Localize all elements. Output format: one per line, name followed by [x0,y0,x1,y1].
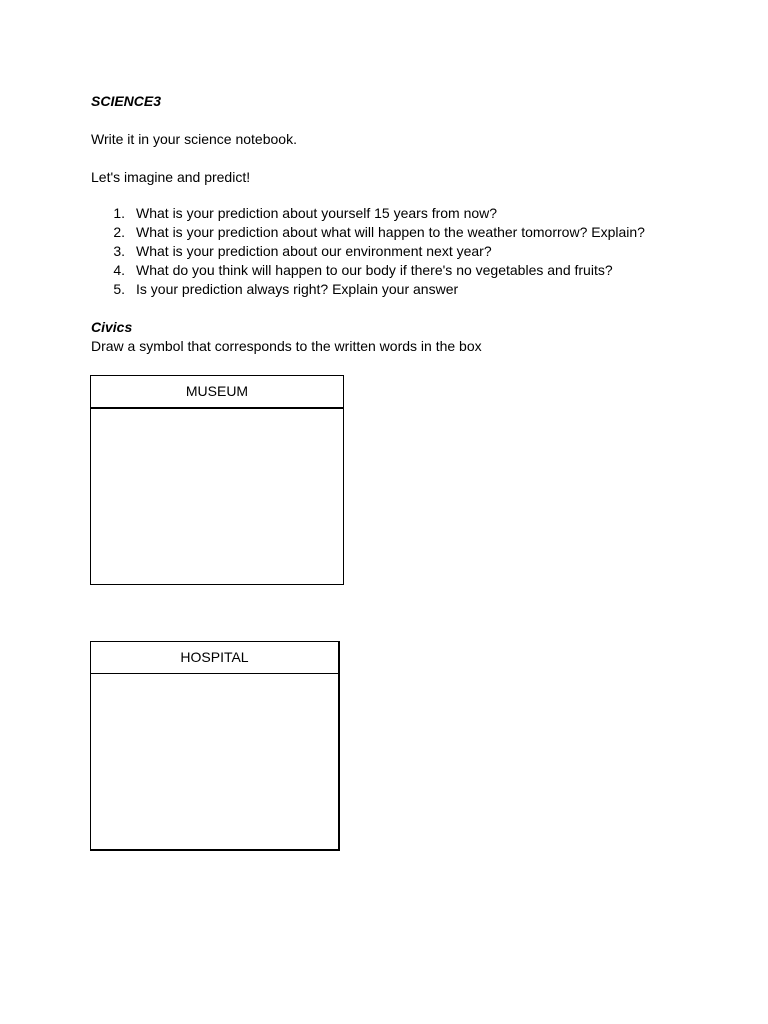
museum-drawing-box [90,375,344,585]
science-instruction: Write it in your science notebook. [91,131,297,147]
question-text: What is your prediction about yourself 15 years from now? [136,205,498,221]
question-text: Is your prediction always right? Explain your answer [136,281,459,297]
question-text: What do you think will happen to our body if there's no vegetables and fruits? [136,262,613,278]
question-number: 1. [113,205,125,221]
science-heading: SCIENCE3 [91,93,162,109]
question-number: 5. [113,281,125,297]
hospital-box-label: HOSPITAL [91,642,338,674]
hospital-drawing-box [90,641,340,851]
civics-heading: Civics [91,319,133,335]
question-text: What is your prediction about our environment next year? [136,243,492,259]
museum-box-label: MUSEUM [91,376,343,409]
question-text: What is your prediction about what will happen to the weather tomorrow? Explain? [136,224,645,240]
question-number: 3. [113,243,125,259]
question-number: 2. [113,224,125,240]
question-number: 4. [113,262,125,278]
science-prompt: Let's imagine and predict! [91,169,251,185]
civics-instruction: Draw a symbol that corresponds to the written words in the box [91,338,482,354]
